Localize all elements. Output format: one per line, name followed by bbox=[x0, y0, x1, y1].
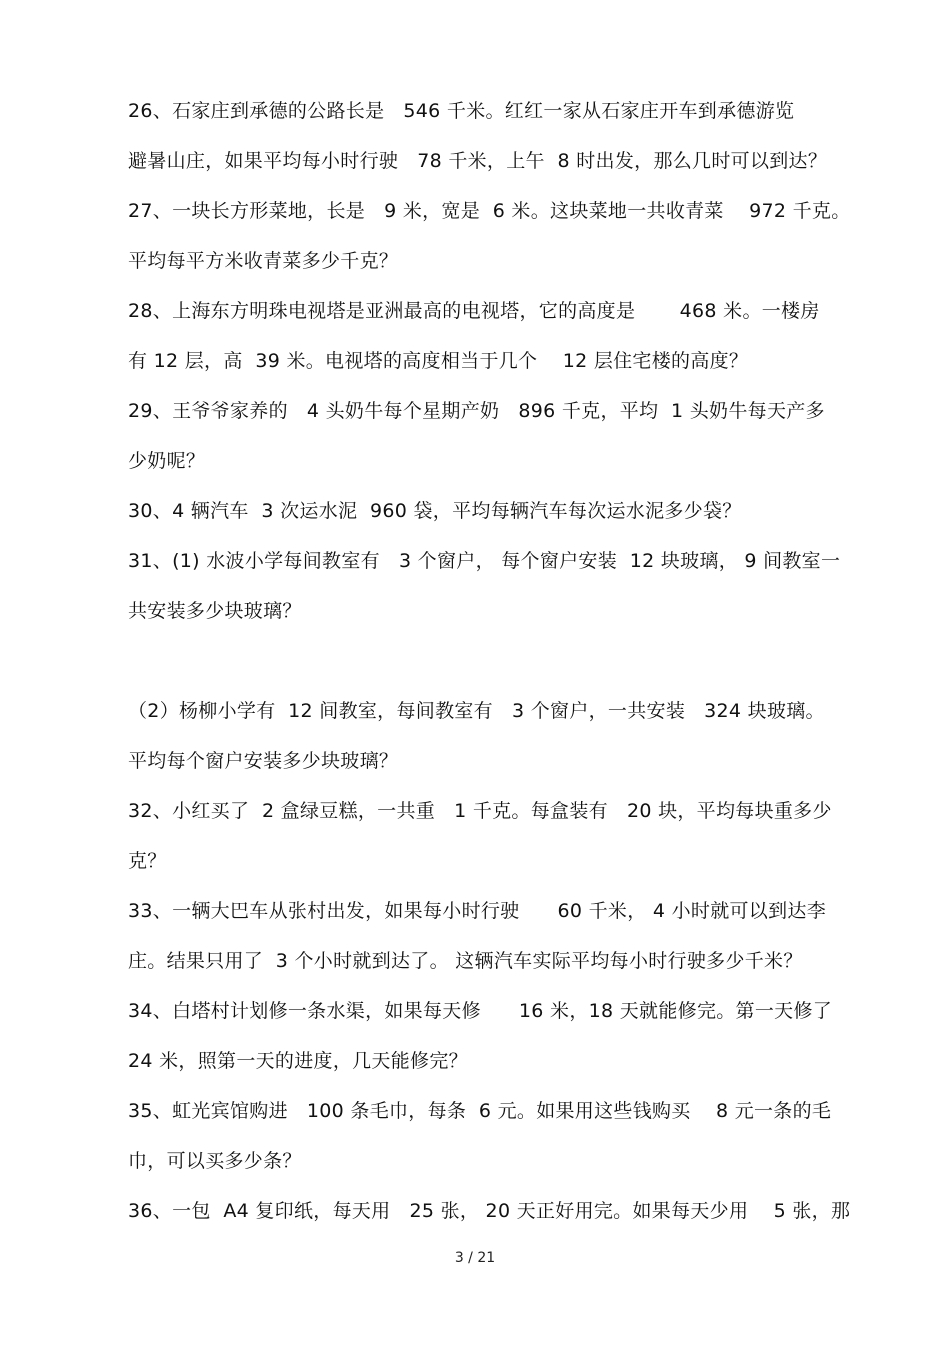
text-line: （2）杨柳小学有 12 间教室，每间教室有 3 个窗户，一共安装 324 块玻璃。 bbox=[128, 700, 825, 722]
text-line: 克？ bbox=[128, 850, 167, 872]
text-line: 少奶呢？ bbox=[128, 450, 206, 472]
text-line: 30、4 辆汽车 3 次运水泥 960 袋，平均每辆汽车每次运水泥多少袋？ bbox=[128, 500, 742, 522]
text-line: 有 12 层，高 39 米。电视塔的高度相当于几个 12 层住宅楼的高度？ bbox=[128, 350, 749, 372]
text-line: 平均每平方米收青菜多少千克？ bbox=[128, 250, 399, 272]
text-line: 26、石家庄到承德的公路长是 546 千米。红红一家从石家庄开车到承德游览 bbox=[128, 100, 795, 122]
text-line: 共安装多少块玻璃？ bbox=[128, 600, 302, 622]
text-line: 32、小红买了 2 盒绿豆糕，一共重 1 千克。每盒装有 20 块，平均每块重多少 bbox=[128, 800, 832, 822]
text-line: 33、一辆大巴车从张村出发，如果每小时行驶 60 千米， 4 小时就可以到达李 bbox=[128, 900, 826, 922]
text-line: 34、白塔村计划修一条水渠，如果每天修 16 米，18 天就能修完。第一天修了 bbox=[128, 1000, 833, 1022]
text-line: 庄。结果只用了 3 个小时就到达了。 这辆汽车实际平均每小时行驶多少千米？ bbox=[128, 950, 803, 972]
text-line: 避暑山庄，如果平均每小时行驶 78 千米，上午 8 时出发，那么几时可以到达？ bbox=[128, 150, 828, 172]
text-line: 平均每个窗户安装多少块玻璃？ bbox=[128, 750, 399, 772]
text-line: 35、虹光宾馆购进 100 条毛巾，每条 6 元。如果用这些钱购买 8 元一条的毛 bbox=[128, 1100, 832, 1122]
text-line: 36、一包 A4 复印纸，每天用 25 张， 20 天正好用完。如果每天少用 5 张，那 bbox=[128, 1200, 851, 1222]
page-number: 3 / 21 bbox=[454, 1250, 496, 1266]
text-line: 29、王爷爷家养的 4 头奶牛每个星期产奶 896 千克，平均 1 头奶牛每天产多 bbox=[128, 400, 825, 422]
text-line: 巾，可以买多少条？ bbox=[128, 1150, 302, 1172]
text-line: 27、一块长方形菜地，长是 9 米，宽是 6 米。这块菜地一共收青菜 972 千克。 bbox=[128, 200, 851, 222]
text-line: 31、(1) 水波小学每间教室有 3 个窗户， 每个窗户安装 12 块玻璃， 9 间教室一 bbox=[128, 550, 841, 572]
text-line: 28、上海东方明珠电视塔是亚洲最高的电视塔，它的高度是 468 米。一楼房 bbox=[128, 300, 820, 322]
text-line: 24 米，照第一天的进度，几天能修完？ bbox=[128, 1050, 468, 1072]
